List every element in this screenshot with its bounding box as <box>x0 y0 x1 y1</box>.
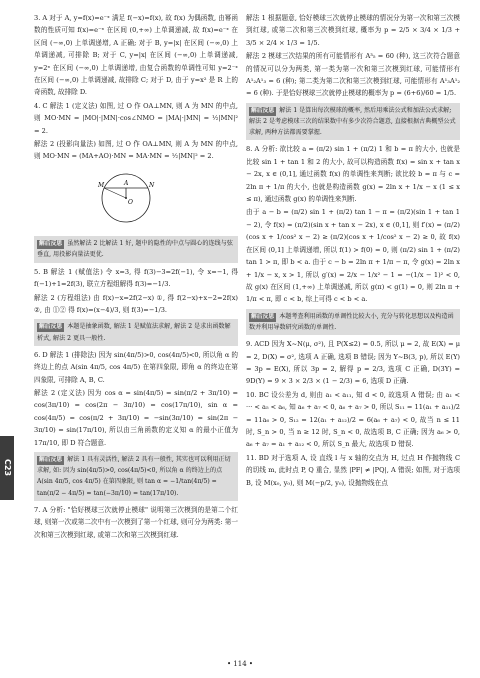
solution-5-method-1: 5. B 解法 1 (赋值法) 令 x=3, 得 f(3)−3=2f(−1), 令 x=−1, 得 f(−1)+1=2f(3), 联立方程组解得 f(3)=−1/3. <box>34 267 238 289</box>
reflection-box-3 <box>34 452 238 501</box>
page-number: • 114 • <box>226 660 254 668</box>
solution-9: 9. ACD 因为 X~N(μ, σ²), 且 P(X≤2) = 0.5, 所以 μ = 2, 故 E(X) = μ = 2, D(X) = σ², 选项 A 正确, 选项 B 错误; 因为 Y~B(3, p), 所以 E(Y) = 3p = E(X), 所以 3p = 2, 解得 p = 2/3, 选项 C 正确, D(3Y) = 9D(Y) = 9 × 3 × 2/3 × (1 − 2/3) = 6, 选项 D 正确. <box>246 340 460 386</box>
solution-7-analysis: 7. A 分析: "恰好模球三次就停止模球" 说明第三次模到的是第二个红球, 则第一次或第二次中有一次模到了第一个红球, 则可分为两类: 第一次和第三次模到红球, 或第二次和第三次模到红球. <box>34 505 238 539</box>
solution-7-method-2: 解法 2 模球三次结果的所有可能情形有 A³₅ = 60 (种), 这三次符合题意的情况可以分为两类, 第一类为第一次和第三次模到红球, 可能情形有 A¹₂A¹₃ = 6 (种); 第二类为第二次和第三次模到红球, 可能情形有 A¹₃A¹₂ = 6 (种). 于是恰好模球三次就停止模球的概率为 p = (6+6)/60 = 1/5. <box>246 52 460 98</box>
solution-6-method-1: 6. D 解法 1 (排除法) 因为 sin(4π/5)>0, cos(4π/5)<0, 所以角 α 的终边上的点 A(sin 4π/5, cos 4π/5) 在第四象限, 即角 α 的终边在第四象限, 可排除 A, B, C. <box>34 350 238 384</box>
solution-6-method-2: 解法 2 (定义法) 因为 cos α = sin(4π/5) = sin(π/2 + 3π/10) = cos(3π/10) = cos(2π − 3π/10) = cos(17π/10), sin α = cos(4π/5) = cos(π/2 + 3π/10) = −sin(3π/10) = sin(2π − 3π/10) = sin(17π/10), 所以由三角函数的定义知 α 的最小正值为 17π/10, 即 D 符合题意. <box>34 388 238 447</box>
solution-8-analysis: 8. A 分析: 欲比较 a = (π/2) sin 1 + (π/2) 1 和 b = π 的大小, 也就是比较 sin 1 + tan 1 和 2 的大小, 故可以构造函数 f(x) = sin x + tan x − 2x, x ∈ (0,1], 通过函数 f(x) 的单调性来判断; 欲比较 b = π 与 c = 2ln π + 1/π 的大小, 也就是构造函数 g(x) = 2ln x + 1/x − x (1 ≤ x ≤ π), 通过函数 g(x) 的单调性来判断. <box>246 145 460 204</box>
reflection-text: 本题是抽象函数, 解法 1 是赋值法求解, 解法 2 是求出函数解析式, 解法 2 更具一般性. <box>37 323 231 342</box>
reflection-tag: 解后反思 <box>251 107 275 114</box>
reflection-tag: 解后反思 <box>39 324 63 331</box>
label-o: O <box>128 198 133 206</box>
solution-4-method-2: 解法 2 (投影向量法) 如图, 过 O 作 OA⊥MN, 则 A 为 MN 的中点, 则 MO·MN = (MA+AO)·MN = MA·MN = ½|MN|² = 2. <box>34 140 238 161</box>
reflection-text: 虽然解法 2 比解法 1 好, 题中的隐性的中点与圆心的连线与弦垂直, 用投影向量法更优. <box>37 240 233 259</box>
reflection-box-1 <box>34 236 238 262</box>
label-m: M <box>98 181 105 189</box>
segment-mo <box>104 188 126 198</box>
solution-7-method-1: 解法 1 根据题意, 恰好模球三次就停止模球的情况分为第一次和第三次模到红球, 或第二次和第三次模到红球, 概率为 p = 2/5 × 3/4 × 1/3 + 3/5 × 2/4 × 1/3 = 1/5. <box>246 14 460 47</box>
reflection-tag: 解后反思 <box>39 456 63 463</box>
reflection-text: 解法 1 具有灵活性, 解法 2 具有一般性, 其实也可以利用正切求解, 如: 因为 sin(4π/5)>0, cos(4π/5)<0, 所以角 α 的终边上的点 A(sin 4π/5, cos 4π/5) 在第四象限, 则 tan α = −1/tan(4π/5) = tan(π/2 − 4π/5) = tan(−3π/10) = tan(17π/10). <box>37 455 231 497</box>
label-n: N <box>149 181 155 189</box>
reflection-tag: 解后反思 <box>251 313 275 320</box>
chapter-tab: C23 <box>0 436 14 500</box>
label-a: A <box>124 179 129 187</box>
right-column <box>246 12 460 490</box>
reflection-box-4 <box>246 103 460 141</box>
left-column <box>34 12 238 542</box>
circle-figure <box>96 166 156 226</box>
reflection-box-2 <box>34 319 238 345</box>
solution-5-method-2: 解法 2 (方程组法) 由 f(x)−x=2f(2−x) ①, 得 f(2−x)+x−2=2f(x) ②, 由 ①② 得 f(x)=(x−4)/3, 则 f(3)=−1/3. <box>34 293 238 314</box>
solution-10: 10. BC 设公差为 d, 则由 a₁ < a₁₁, 知 d < 0, 故选项 A 错误; 由 a₁ < ··· < a₅ < a₆, 知 a₆ + a₇ < 0, a₆ + a₇ > 0, 所以 S₁₁ = 11(a₁ + a₁₁)/2 = 11a₆ > 0, S₁₂ = 12(a₁ + a₁₂)/2 = 6(a₆ + a₇) < 0, 故当 n ≤ 11 时, S_n > 0, 当 n ≥ 12 时, S_n < 0, 故选项 B, C 正确; 因为 a₆ > 0, a₆ + a₇ = a₁ + a₁₂ < 0, 所以 S_n 最大, 故选项 D 错误. <box>246 390 460 449</box>
center-point <box>125 197 127 199</box>
solution-8-body: 由于 a − b = (π/2) sin 1 + (π/2) tan 1 − π = (π/2)(sin 1 + tan 1 − 2), 令 f(x) = (π/2)(sin x + tan x − 2x), x ∈ (0,1], 则 f′(x) = (π/2)(cos x + 1/cos² x − 2) ≥ (π/2)(cos x + 1/cos² x − 2) ≥ 0, 故 f(x) 在区间 (0,1] 上单调递增, 所以 f(1) > f(0) = 0, 则 (π/2) sin 1 + (π/2) tan 1 > π, 即 b < a. 由于 c − b = 2ln π + 1/π − π, 令 g(x) = 2ln x + 1/x − x, x > 1, 所以 g′(x) = 2/x − 1/x² − 1 = −(1/x − 1)² < 0, 故 g(x) 在区间 (1,+∞) 上单调递减, 所以 g(π) < g(1) = 0, 则 2ln π + 1/π < π, 即 c < b, 综上可得 c < b < a. <box>246 208 460 304</box>
reflection-tag: 解后反思 <box>39 241 63 248</box>
solution-11: 11. BD 对于选项 A, 设 直线 l 与 x 轴的交点为 H, 过点 H 作抛物线 C 的切线 m, 此时点 P, Q 重合, 显然 |PF| ≠ |PQ|, A 错误; 如图, 对于选项 B, 设 M(x₀, y₀), 则 M(−p/2, y₀), 设抛物线在点 <box>246 453 460 487</box>
reflection-box-5 <box>246 309 460 335</box>
reflection-text: 解法 1 是算出每次模球的概率, 然后用乘法公式和加法公式求解; 解法 2 是考虑模球三次的结果数中有多少次符合题意, 直接根据古典概型公式求解, 两种方法都需要掌握. <box>249 106 456 137</box>
solution-3: 3. A 对于 A, y=f(x)=e⁻ˣ 满足 f(−x)=f(x), 故 f(x) 为偶函数, 由幂函数的性质可知 f(x)=e⁻ˣ 在区间 (0,+∞) 上单调递减, 故 f(x)=e⁻ˣ 在区间 (−∞,0) 上单调递增, A 正确; 对于 B, y=|x| 在区间 (−∞,0) 上单调递减, 可排除 B; 对于 C, y=|x| 在区间 (−∞,0) 上单调递减, y=2ˣ 在区间 (−∞,0) 上单调递增, 由复合函数的单调性可知 y=2⁻ˣ 在区间 (−∞,0) 上单调递减, 故排除 C; 对于 D, 由于 y=x² 是 R 上的奇函数, 故排除 D. <box>34 14 238 97</box>
solution-4-method-1: 4. C 解法 1 (定义法) 如图, 过 O 作 OA⊥MN, 则 A 为 MN 的中点, 则 MO·MN = |MO|·|MN|·cos∠NMO = |MA|·|MN| = ½|MN|² = 2. <box>34 101 238 135</box>
reflection-text: 本题考查利用函数的单调性比较大小, 充分与转化思想以及构造函数并利用导数研究函数的单调性. <box>249 312 454 331</box>
